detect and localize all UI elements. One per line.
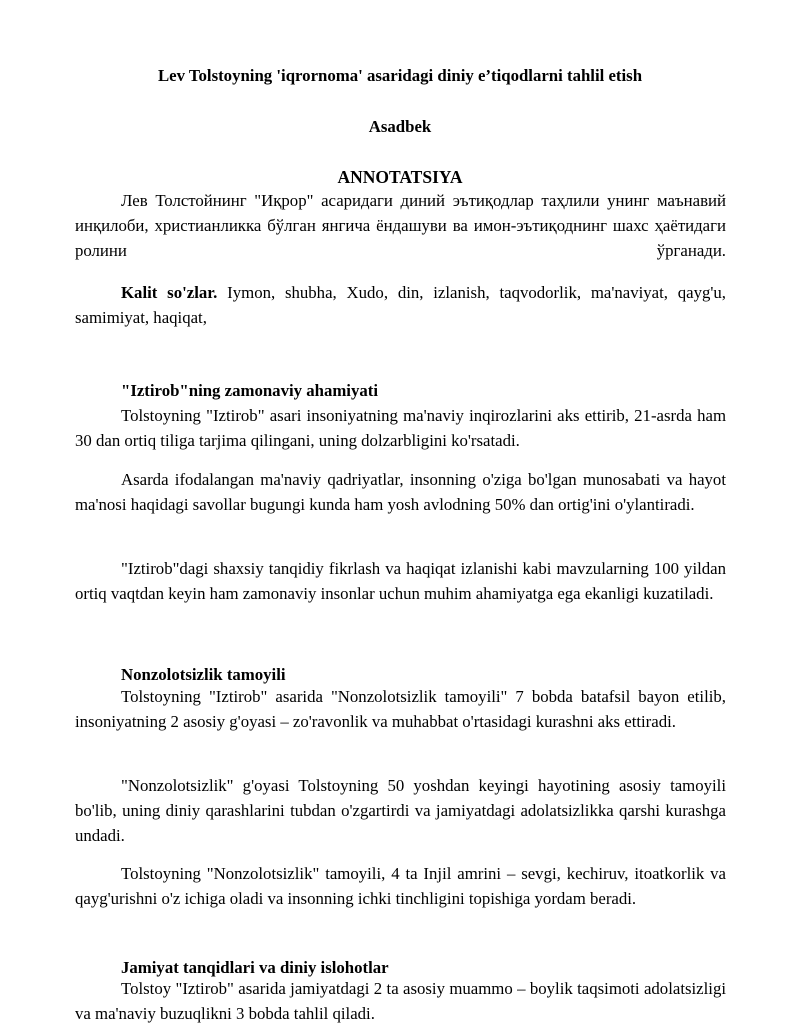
- section-paragraph: "Nonzolotsizlik" g'oyasi Tolstoyning 50 yoshdan keyingi hayotining asosiy tamoyili bo'lib, uning diniy qarashlarini tubdan o'zgartirdi va jamiyatdagi adolatsizlikka qarshi kurashga undadi.: [75, 776, 726, 845]
- section-heading: Jamiyat tanqidlari va diniy islohotlar: [121, 958, 389, 977]
- annotation-heading: ANNOTATSIYA: [337, 167, 463, 187]
- keywords-paragraph: [75, 280, 726, 330]
- section-paragraph: Tolstoyning "Nonzolotsizlik" tamoyili, 4 ta Injil amrini – sevgi, kechiruv, itoatkorlik va qayg'urishni o'z ichiga oladi va insonning ichki tinchligini topishiga yordam beradi.: [75, 864, 726, 908]
- section-heading: "Iztirob"ning zamonaviy ahamiyati: [121, 381, 379, 400]
- document-author: Asadbek: [368, 117, 432, 136]
- keywords-label: Kalit so'zlar.: [121, 283, 218, 302]
- keywords-list: Iymon, shubha, Xudo, din, izlanish, taqvodorlik, ma'naviyat, qayg'u, samimiyat, haqiqat,: [75, 283, 726, 327]
- section-paragraph: Tolstoyning "Iztirob" asarida "Nonzolotsizlik tamoyili" 7 bobda batafsil bayon etilib, insoniyatning 2 asosiy g'oyasi – zo'ravonlik va muhabbat o'rtasidagi kurashni aks ettiradi.: [75, 687, 726, 731]
- section-paragraph: Tolstoyning "Iztirob" asari insoniyatning ma'naviy inqirozlarini aks ettirib, 21-asrda ham 30 dan ortiq tiliga tarjima qilingani, uning dolzarbligini ko'rsatadi.: [75, 406, 726, 450]
- section-paragraph: Tolstoy "Iztirob" asarida jamiyatdagi 2 ta asosiy muammo – boylik taqsimoti adolatsizligi va ma'naviy buzuqlikni 3 bobda tahlil qiladi.: [75, 979, 726, 1023]
- section-paragraph: "Iztirob"dagi shaxsiy tanqidiy fikrlash va haqiqat izlanishi kabi mavzularning 100 yildan ortiq vaqtdan keyin ham zamonaviy insonlar uchun muhim ahamiyatga ega ekanligi kuzatiladi.: [75, 559, 726, 603]
- document-title: Lev Tolstoyning 'iqrornoma' asaridagi diniy e’tiqodlarni tahlil etish: [157, 66, 643, 85]
- section-paragraph: Asarda ifodalangan ma'naviy qadriyatlar, insonning o'ziga bo'lgan munosabati va hayot ma'nosi haqidagi savollar bugungi kunda ham yosh avlodning 50% dan ortig'ini o'ylantiradi.: [75, 470, 726, 514]
- section-heading: Nonzolotsizlik tamoyili: [121, 665, 286, 684]
- annotation-paragraph: Лев Толстойнинг "Иқрор" асаридаги диний эътиқодлар таҳлили унинг маънавий инқилоби, христианликка бўлган янгича ёндашуви ва имон-эътиқоднинг шахс ҳаётидаги ролини ўрганади.: [75, 191, 726, 260]
